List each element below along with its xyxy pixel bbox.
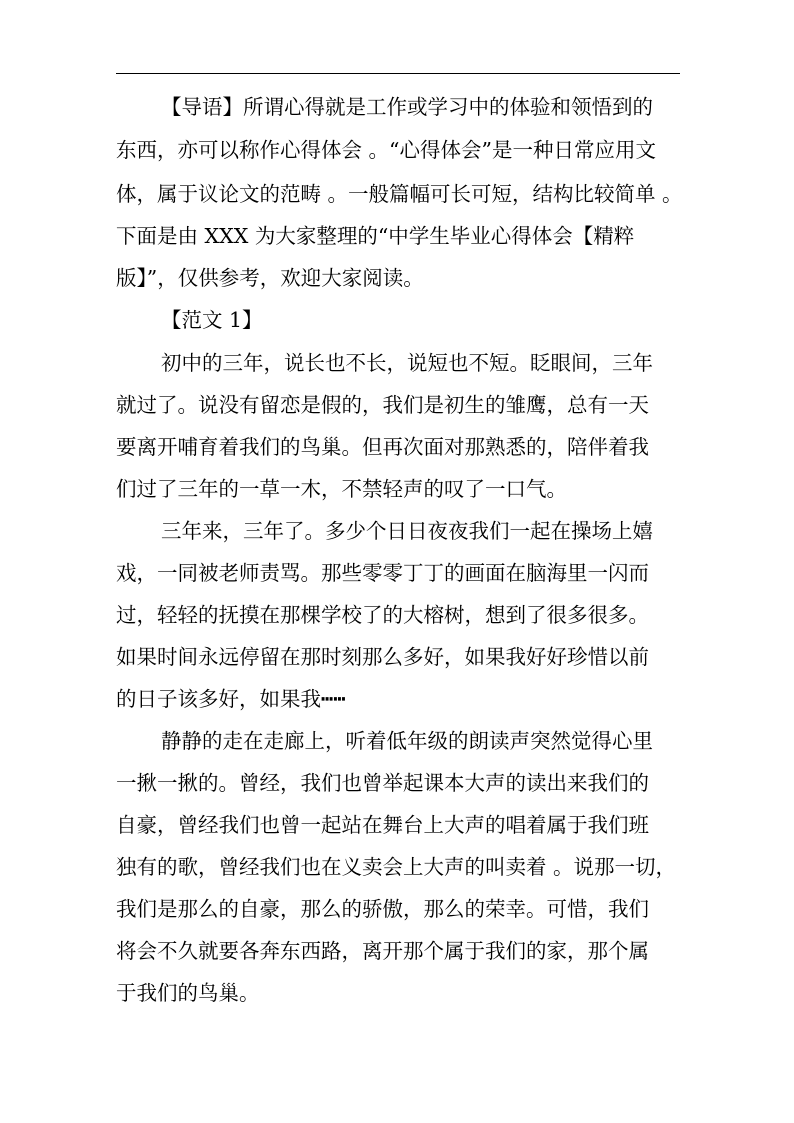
para2-line-1: 三年来，三年了。多少个日日夜夜我们一起在操场上嬉: [161, 519, 653, 543]
para3-line-7: 于我们的鸟巢。: [116, 981, 260, 1005]
para1-line-4: 们过了三年的一草一木，不禁轻声的叹了一口气。: [116, 477, 567, 501]
para3-line-6: 将会不久就要各奔东西路，离开那个属于我们的家，那个属: [116, 939, 649, 963]
intro-line-2: 东西，亦可以称作心得体会 。“心得体会”是一种日常应用文: [116, 138, 656, 162]
para3-line-3: 自豪，曾经我们也曾一起站在舞台上大声的唱着属于我们班: [116, 813, 649, 837]
para3-line-2: 一揪一揪的。曾经，我们也曾举起课本大声的读出来我们的: [116, 771, 649, 795]
section-heading: 【范文 1】: [161, 308, 263, 332]
para2-line-3: 过，轻轻的抚摸在那棵学校了的大榕树，想到了很多很多。: [116, 603, 649, 627]
intro-line-1: 【导语】所谓心得就是工作或学习中的体验和领悟到的: [161, 95, 653, 119]
para1-line-2: 就过了。说没有留恋是假的，我们是初生的雏鹰，总有一天: [116, 393, 649, 417]
intro-line-3: 体，属于议论文的范畴 。一般篇幅可长可短，结构比较简单 。: [116, 182, 683, 206]
para3-line-5: 我们是那么的自豪，那么的骄傲，那么的荣幸。可惜，我们: [116, 897, 649, 921]
header-rule: [116, 73, 680, 74]
para2-line-4: 如果时间永远停留在那时刻那么多好，如果我好好珍惜以前: [116, 645, 649, 669]
para1-line-3: 要离开哺育着我们的鸟巢。但再次面对那熟悉的，陪伴着我: [116, 435, 649, 459]
para3-line-1: 静静的走在走廊上，听着低年级的朗读声突然觉得心里: [161, 729, 653, 753]
para2-line-2: 戏，一同被老师责骂。那些零零丁丁的画面在脑海里一闪而: [116, 561, 649, 585]
intro-line-5: 版】”，仅供参考，欢迎大家阅读。: [116, 266, 424, 290]
para3-line-4: 独有的歌，曾经我们也在义卖会上大声的叫卖着 。说那一切，: [116, 855, 677, 879]
intro-line-4: 下面是由 XXX 为大家整理的“中学生毕业心得体会【精粹: [116, 224, 635, 248]
para1-line-1: 初中的三年，说长也不长，说短也不短。眨眼间，三年: [161, 351, 653, 375]
para2-line-5: 的日子该多好，如果我┅┅: [116, 687, 346, 711]
